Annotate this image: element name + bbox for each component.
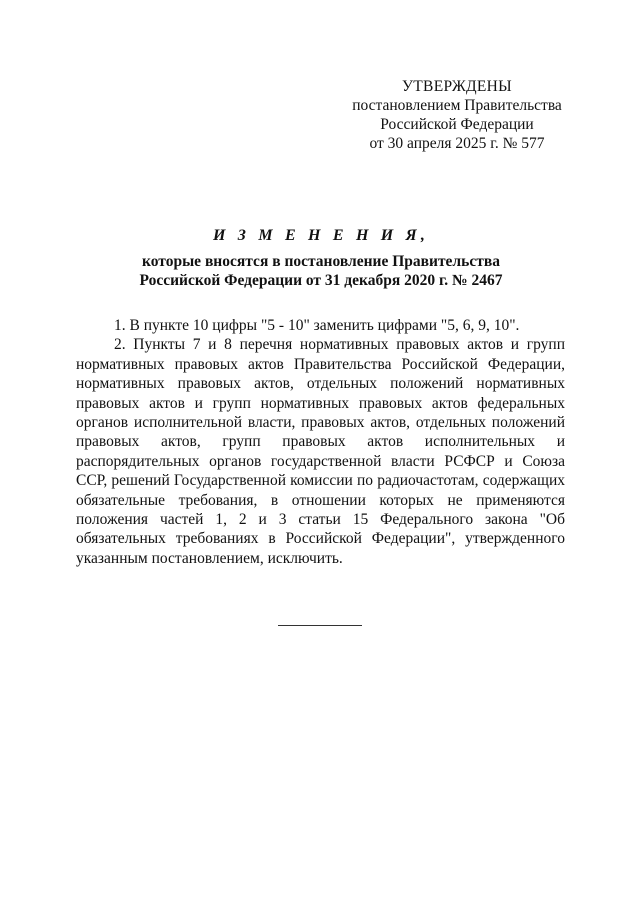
approval-line-date: от 30 апреля 2025 г. № 577 xyxy=(369,135,545,152)
approval-line-authority: Российской Федерации xyxy=(380,116,534,133)
approval-line-decree: постановлением Правительства xyxy=(352,97,562,114)
document-title: И З М Е Н Е Н И Я, xyxy=(212,227,430,244)
approval-title: УТВЕРЖДЕНЫ xyxy=(402,78,512,95)
document-heading xyxy=(75,226,567,290)
document-subtitle-line-2: Российской Федерации от 31 декабря 2020 г. № 2467 xyxy=(139,272,503,289)
document-body xyxy=(76,316,565,568)
paragraph-2: 2. Пункты 7 и 8 перечня нормативных правовых актов и групп нормативных правовых актов Правительства Российской Федерации, нормативных правовых актов, отдельных положений нормативных правовых актов и групп нормативных правовых актов федеральных органов исполнительной власти, правовых актов, отдельных положений правовых актов, групп правовых актов исполнительных и распорядительных органов государственной власти РСФСР и Союза ССР, решений Государственной комиссии по радиочастотам, содержащих обязательные требования, в отношении которых не применяются положения частей 1, 2 и 3 статьи 15 Федерального закона "Об обязательных требованиях в Российской Федерации", утвержденного указанным постановлением, исключить. xyxy=(76,336,565,567)
approval-stamp xyxy=(330,77,584,153)
document-subtitle-line-1: которые вносятся в постановление Правительства xyxy=(142,253,500,270)
end-divider xyxy=(278,625,362,626)
paragraph-1: 1. В пункте 10 цифры "5 - 10" заменить цифрами "5, 6, 9, 10". xyxy=(114,317,520,334)
